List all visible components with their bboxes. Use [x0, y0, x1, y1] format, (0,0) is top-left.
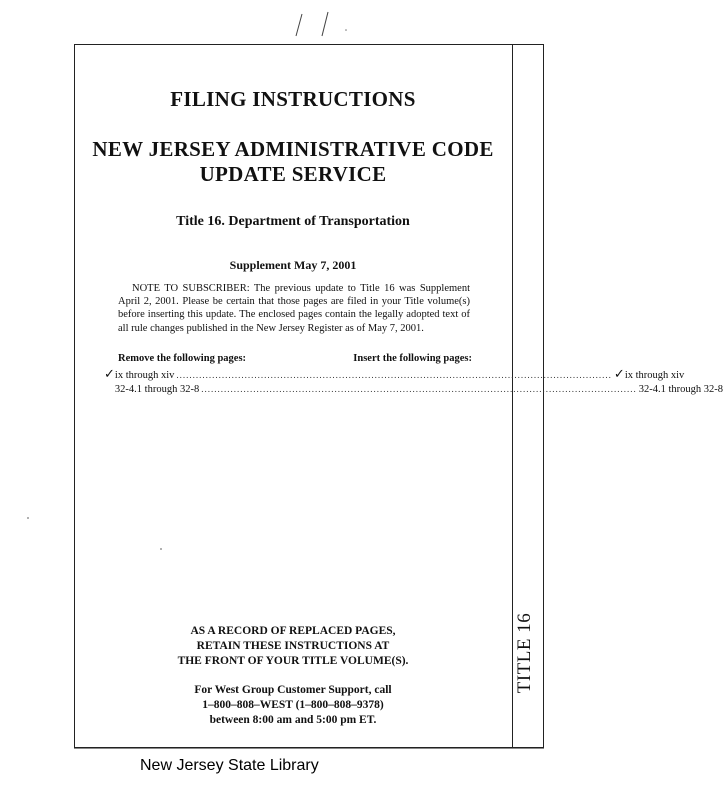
dot-leader: ...................................................................................................................................... — [201, 384, 637, 394]
subscriber-note: NOTE TO SUBSCRIBER: The previous update to Title 16 was Supplement April 2, 2001. Please be certain that those pages are filed in your Title volume(s) before inserting this update. The enclosed pages contain the legally adopted text of all rule changes published in the New Jersey Register as of May 7, 2001. — [118, 283, 470, 334]
code-title-line1: NEW JERSEY ADMINISTRATIVE CODE — [92, 137, 494, 161]
support-info — [74, 683, 512, 728]
code-title — [74, 137, 512, 187]
insert-pages-header: Insert the following pages: — [353, 353, 472, 364]
record-notice-line3: THE FRONT OF YOUR TITLE VOLUME(S). — [177, 655, 409, 667]
remove-pages-value: ix through xiv — [114, 370, 175, 381]
support-line1: For West Group Customer Support, call — [194, 684, 392, 696]
insert-pages-value: ix through xiv — [624, 370, 685, 381]
table-row — [104, 380, 723, 396]
remove-pages-value: 32-4.1 through 32-8 — [114, 384, 200, 395]
title-subtitle: Title 16. Department of Transportation — [176, 214, 410, 229]
code-title-line2: UPDATE SERVICE — [199, 162, 387, 186]
support-hours: between 8:00 am and 5:00 pm ET. — [209, 714, 377, 726]
page-title: FILING INSTRUCTIONS — [170, 87, 416, 111]
bottom-rule — [74, 748, 544, 749]
title-tab-label: TITLE 16 — [514, 612, 535, 694]
support-phone: 1–800–808–WEST (1–800–808–9378) — [202, 699, 384, 711]
checkmark-icon: ✓ — [613, 366, 625, 381]
library-footer: New Jersey State Library — [140, 757, 319, 774]
remove-pages-header: Remove the following pages: — [118, 353, 247, 364]
record-notice-line2: RETAIN THESE INSTRUCTIONS AT — [196, 640, 390, 652]
record-notice-line1: AS A RECORD OF REPLACED PAGES, — [190, 625, 396, 637]
supplement-date: Supplement May 7, 2001 — [229, 258, 357, 272]
scan-speck — [27, 517, 29, 519]
pen-marks — [288, 10, 358, 40]
scan-speck — [160, 548, 162, 550]
insert-pages-value: 32-4.1 through 32-8 — [638, 384, 723, 395]
tab-divider — [512, 44, 513, 748]
checkmark-icon: ✓ — [104, 366, 115, 381]
record-notice — [74, 624, 512, 669]
dot-leader: ...................................................................................................................................... — [176, 370, 612, 380]
